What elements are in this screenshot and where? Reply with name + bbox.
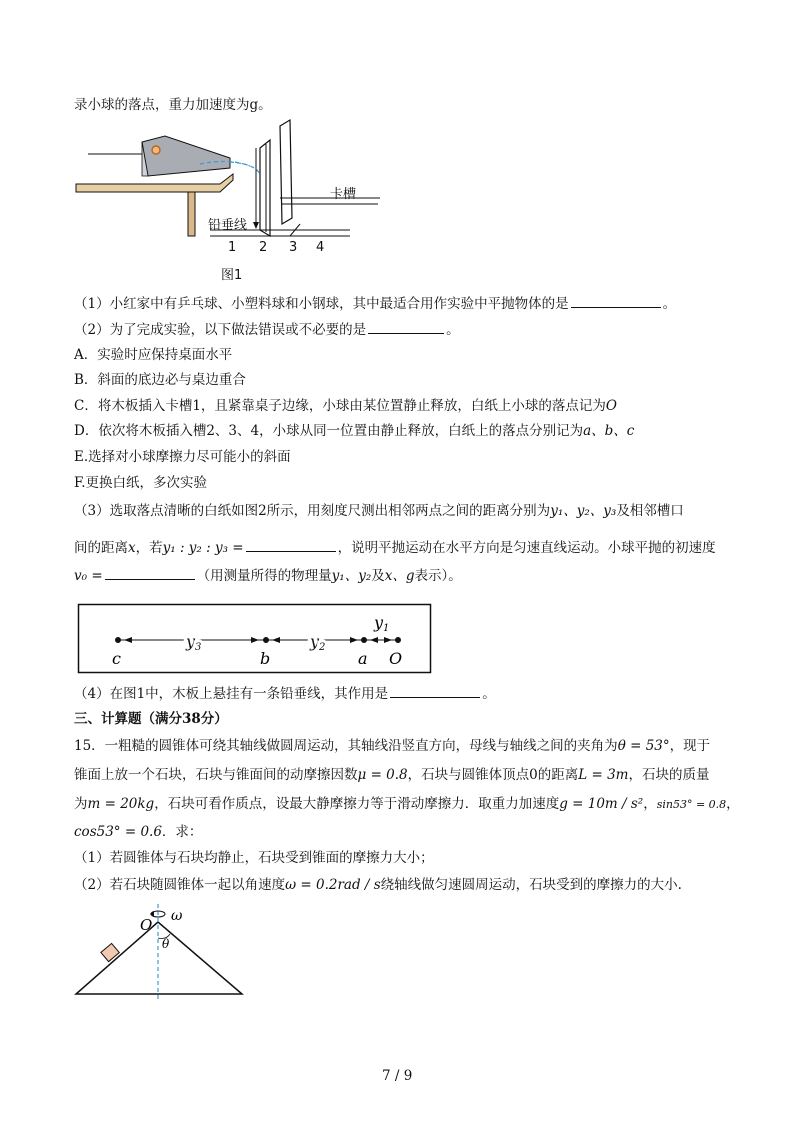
fig2-label-b: b: [260, 649, 271, 668]
fig1-slot-3: 3: [289, 240, 298, 255]
fig1-slot-2: 2: [259, 240, 268, 255]
page-number: 7 / 9: [382, 1068, 413, 1084]
answer-blank-2[interactable]: [368, 320, 444, 334]
problem-15-line-3: 为m = 20kg，石块可看作质点，设最大静摩擦力等于滑动摩擦力．取重力加速度g = 10m / s²，sin53° = 0.8，: [74, 796, 740, 812]
fig2-label-y3: y3: [186, 632, 202, 653]
option-d: D．依次将木板插入槽2、3、4，小球从同一位置由静止释放，白纸上的落点分别记为a、b、c: [74, 423, 635, 439]
option-b: B．斜面的底边必与桌边重合: [74, 372, 246, 388]
fig1-slot-4: 4: [316, 240, 325, 255]
option-c: C．将木板插入卡槽1，且紧靠桌子边缘，小球由某位置静止释放，白纸上小球的落点记为O: [74, 398, 617, 414]
fig1-plumb-label: 铅垂线: [208, 218, 248, 233]
answer-blank-3a[interactable]: [246, 538, 336, 552]
answer-blank-3b[interactable]: [105, 566, 195, 580]
question-2: （2）为了完成实验，以下做法错误或不必要的是 。: [74, 322, 460, 338]
fig2-point-o: [395, 637, 401, 643]
problem-15-q1: （1）若圆锥体与石块均静止，石块受到锥面的摩擦力大小；: [74, 850, 434, 866]
option-e: E.选择对小球摩擦力尽可能小的斜面: [74, 449, 291, 465]
fig3-label-omega: ω: [171, 908, 183, 924]
option-f: F.更换白纸，多次实验: [74, 475, 208, 491]
fig2-label-y2: y2: [310, 632, 326, 653]
problem-15-line-1: 15．一粗糙的圆锥体可绕其轴线做圆周运动，其轴线沿竖直方向，母线与轴线之间的夹角为θ = 53°，现于: [74, 738, 711, 754]
fig1-caption: 图1: [221, 268, 243, 283]
problem-15-q2: （2）若石块随圆锥体一起以角速度ω = 0.2rad / s绕轴线做匀速圆周运动，石块受到的摩擦力的大小.: [74, 877, 682, 893]
fig1-card-slot-label: 卡槽: [330, 187, 357, 202]
section-3-heading: 三、计算题（满分38分）: [74, 711, 228, 727]
answer-blank-4[interactable]: [390, 684, 480, 698]
fig3-cone: [76, 922, 242, 994]
answer-blank-1[interactable]: [571, 294, 661, 308]
fig2-point-c: [115, 637, 121, 643]
problem-15-line-2: 锥面上放一个石块，石块与锥面间的动摩擦因数μ = 0.8，石块与圆锥体顶点0的距离L = 3m，石块的质量: [74, 767, 710, 783]
fig2-label-c: c: [112, 649, 121, 668]
fig2-label-y1: y1: [374, 613, 390, 634]
question-3-line-1: （3）选取落点清晰的白纸如图2所示，用刻度尺测出相邻两点之间的距离分别为y₁、y₂、y₃及相邻槽口: [74, 503, 684, 519]
problem-15-line-4: cos53° = 0.6．求：: [74, 824, 203, 840]
question-1: （1）小红家中有乒乓球、小塑料球和小钢球，其中最适合用作实验中平抛物体的是 。: [74, 296, 677, 312]
fig2-label-o: O: [389, 649, 403, 668]
figure-3: [70, 900, 250, 1000]
fig3-label-theta: θ: [162, 937, 170, 951]
figure-2: [78, 604, 432, 674]
fig2-point-b: [263, 637, 269, 643]
fig1-slot-1: 1: [228, 240, 237, 255]
fig2-point-a: [361, 637, 367, 643]
question-4: （4）在图1中，木板上悬挂有一条铅垂线，其作用是 。: [74, 686, 496, 702]
question-3-line-3: v₀ = （用测量所得的物理量y₁、y₂及x、g表示）。: [74, 568, 462, 584]
fig3-label-o: O: [140, 916, 153, 934]
question-3-line-2: 间的距离x，若y₁ : y₂ : y₃ = ，说明平抛运动在水平方向是匀速直线运动。小球平抛的初速度: [74, 540, 716, 556]
fig2-label-a: a: [358, 649, 368, 668]
option-a: A．实验时应保持桌面水平: [74, 347, 233, 363]
header-line: 录小球的落点，重力加速度为g。: [74, 97, 272, 113]
